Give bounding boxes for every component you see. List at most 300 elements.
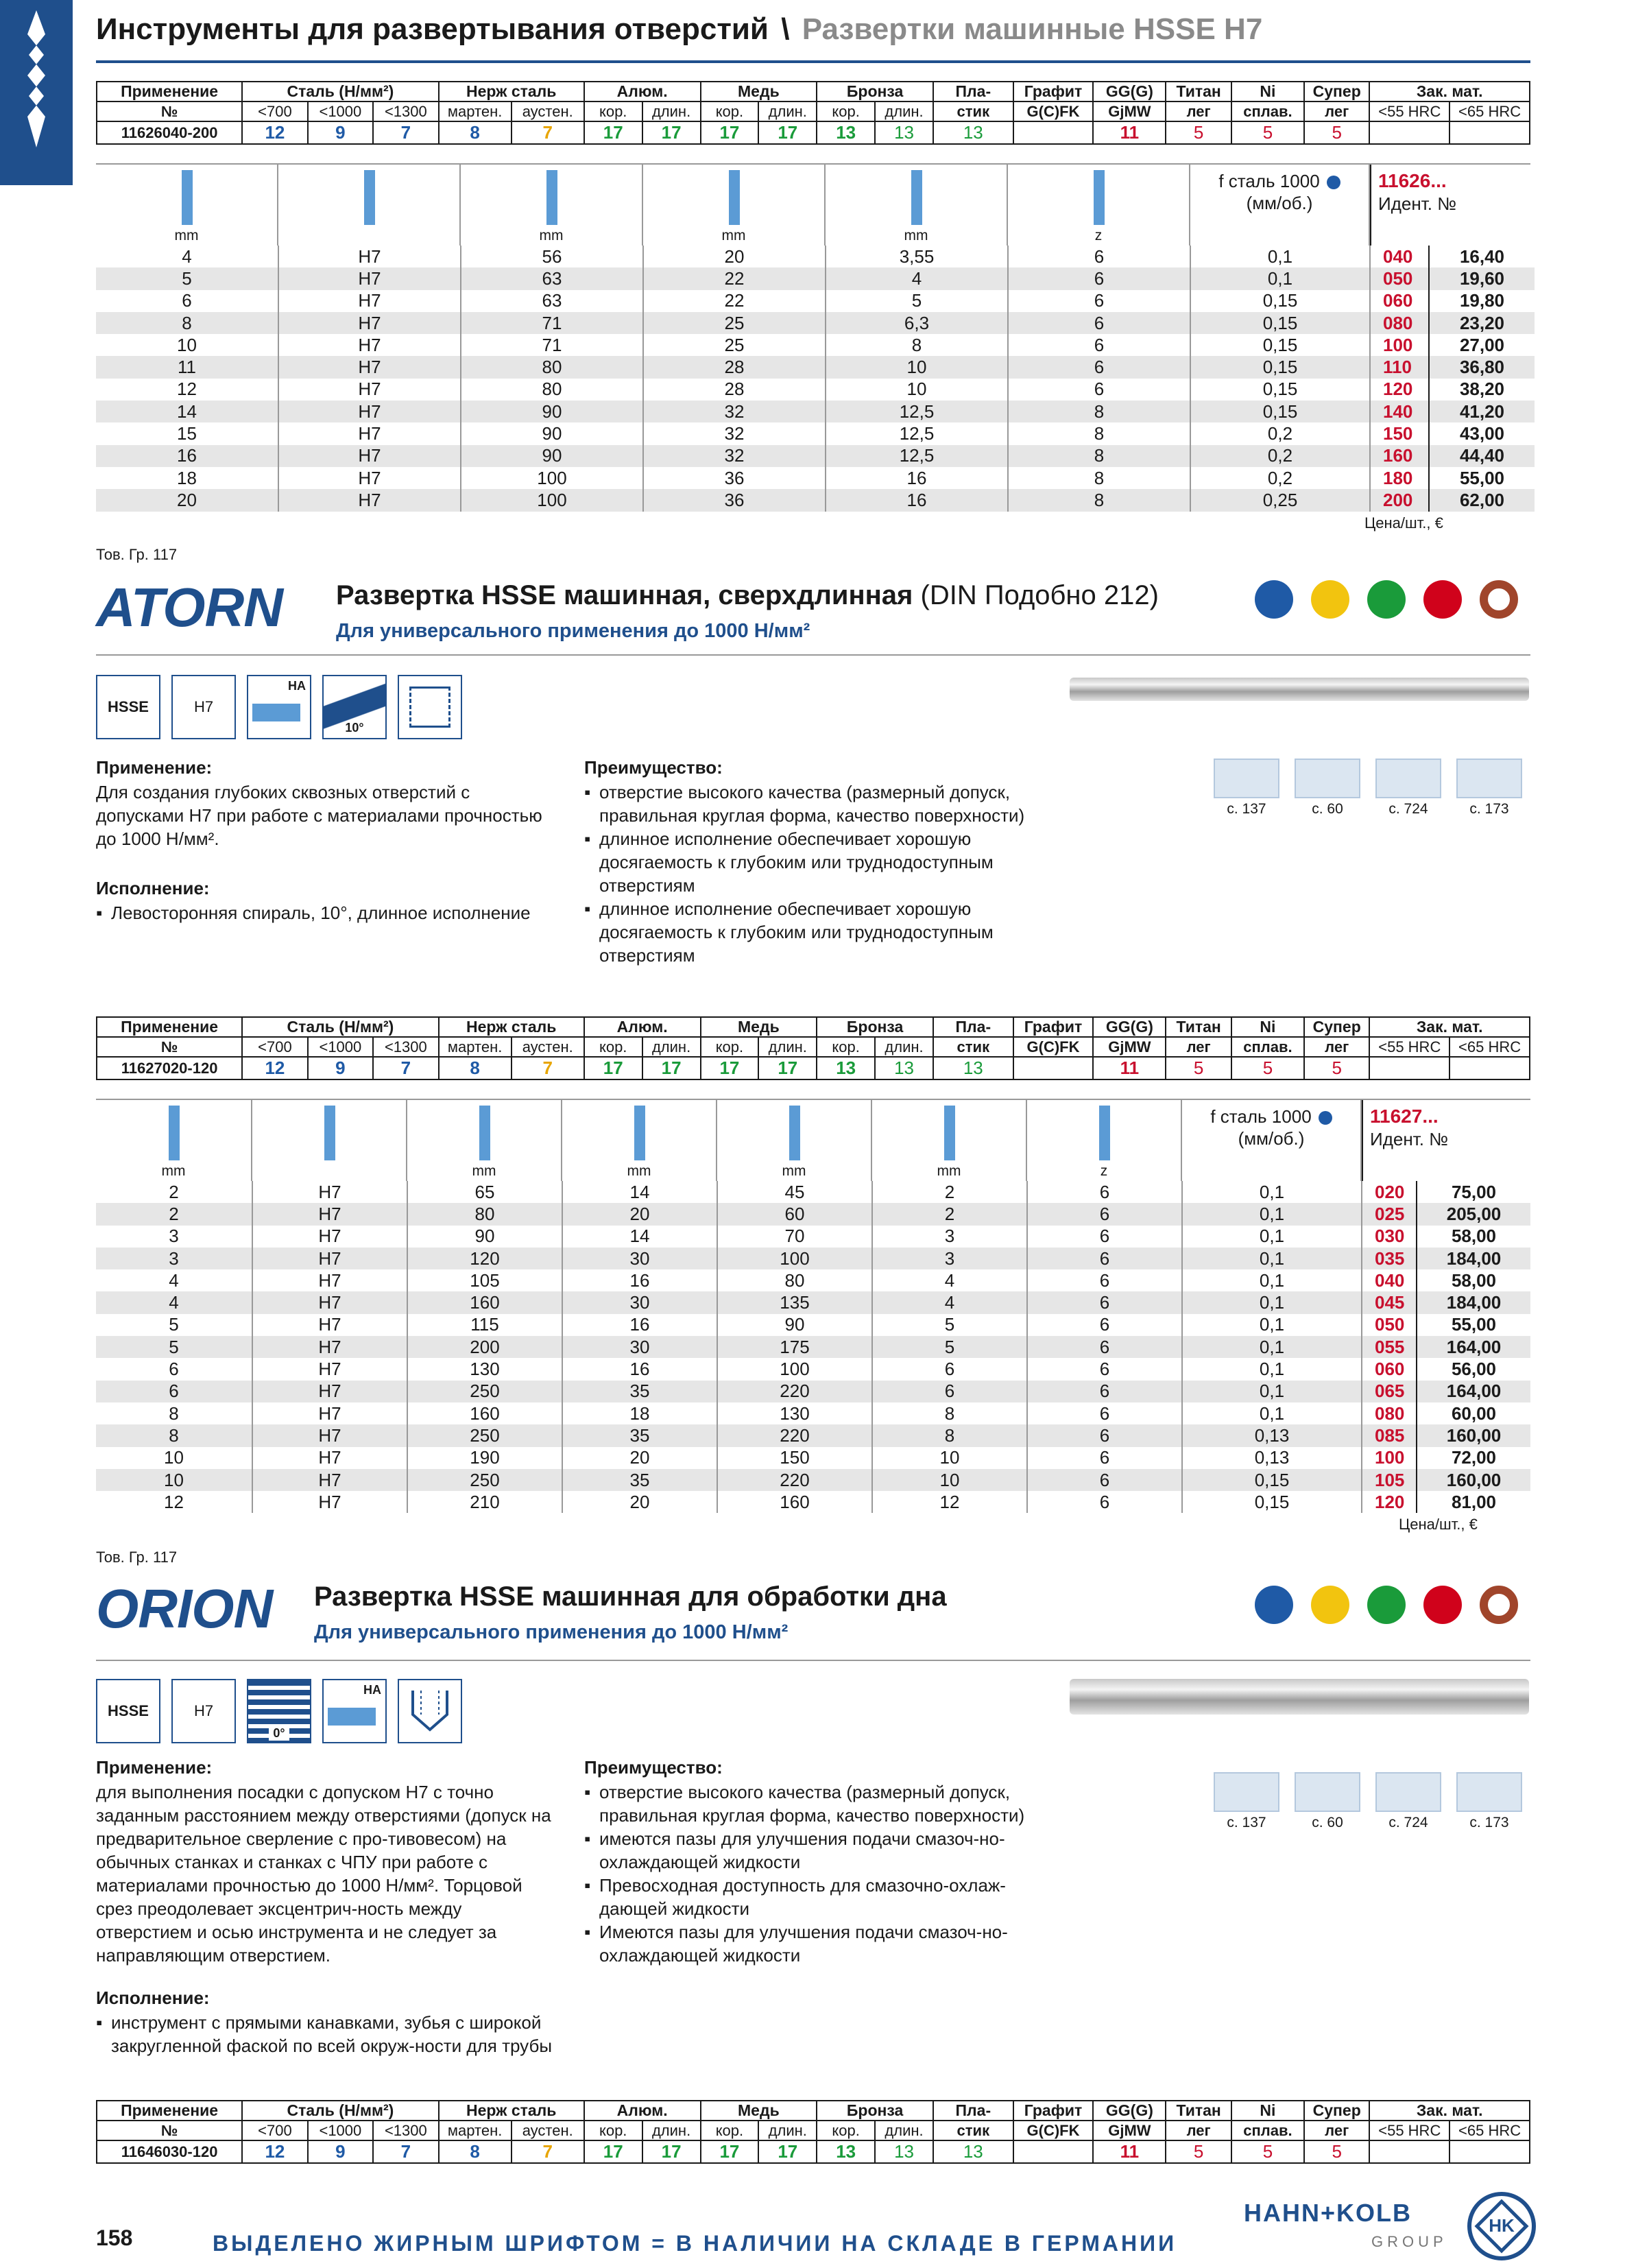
product-2-rule [96,1660,1530,1661]
spec-cell: 10 [872,1469,1027,1491]
unit-label: z [1100,1163,1108,1179]
orion-logo: ORION [96,1578,273,1639]
app-subheader-cell: мартен. [439,1037,512,1057]
app-value-cell: 13 [875,1057,933,1079]
stainless-dot [1311,1586,1349,1624]
spec-cell: 6 [1008,334,1190,356]
application-table-1 [96,81,1530,145]
app-subheader-cell: лег [1304,1037,1369,1057]
spec-cell: 0,25 [1190,489,1370,511]
spec-cell: 6 [1027,1291,1182,1313]
app-subheader-cell: кор. [817,2121,875,2140]
spec-cell: 250 [407,1381,562,1402]
spec-cell: H7 [278,267,461,289]
spec-cell: 18 [562,1402,717,1424]
app-header-cell: Титан [1166,82,1231,102]
spec-cell: 80 [407,1203,562,1225]
app-values-row [97,2140,1530,2163]
price-value: 16,40 [1429,246,1535,267]
price-value: 41,20 [1429,401,1535,422]
stock-note: ВЫДЕЛЕНО ЖИРНЫМ ШРИФТОМ = В НАЛИЧИИ НА СКЛАДЕ В ГЕРМАНИИ [213,2231,1177,2256]
ident-code: 100 [1362,1447,1417,1469]
app-header-cell: Супер [1304,82,1369,102]
app-value-cell: 12 [242,121,307,144]
app-subheader-cell: <1000 [308,102,373,121]
spec-row [96,1226,1530,1248]
spec-cell: H7 [252,1491,407,1513]
spec-row [96,267,1535,289]
feed-unit-text: (мм/об.) [1246,193,1313,213]
product-1-title-extra: (DIN Подобно 212) [920,580,1159,610]
hk-emblem-mark [1471,2196,1532,2256]
app-value-cell: 13 [817,121,875,144]
app-value-cell: 7 [512,1057,584,1079]
spec-cell: 10 [826,379,1008,401]
spec-cell: 0,1 [1182,1226,1362,1248]
app-subheader-cell: аустен. [512,102,584,121]
spec-cell: 250 [407,1424,562,1446]
spec-row [96,1358,1530,1380]
straight-flute-badge [247,1679,311,1743]
app-subheader-cell: длин. [875,102,933,121]
app-subheader-cell: стик [933,1037,1013,1057]
spec-cell: 15 [96,422,278,444]
spec-row [96,1402,1530,1424]
price-value: 184,00 [1417,1248,1530,1269]
spec-table-1 [96,246,1535,512]
spec-header-column [96,165,278,246]
spec-header-column [461,165,643,246]
spec-cell: H7 [252,1291,407,1313]
spec-cell: 3 [96,1226,252,1248]
product-2-advantages [584,1756,1050,1967]
app-value-cell: 13 [933,2140,1013,2163]
spec-cell: 28 [643,356,826,378]
spec-cell: 0,15 [1190,401,1370,422]
spec-cell: 10 [96,334,278,356]
spec-cell: 8 [1008,467,1190,489]
spec-cell: 45 [717,1181,872,1203]
spec-cell: 90 [461,422,643,444]
blind-hole-icon [406,1687,454,1735]
spec-cell: H7 [278,356,461,378]
spec-row [96,1181,1530,1203]
app-subheader-cell: лег [1304,102,1369,121]
app-value-cell: 7 [512,2140,584,2163]
adv-item: ▪ отверстие высокого качества (размерный допуск, правильная круглая форма, качество поверхности) [584,1780,1050,1827]
spec-row [96,1381,1530,1402]
app-value-cell [1449,2140,1530,2163]
ident-column [1362,1100,1530,1181]
ident-code: 085 [1362,1424,1417,1446]
price-value: 43,00 [1429,422,1535,444]
spec-cell: 0,1 [1190,246,1370,267]
spec-header-column [826,165,1008,246]
spec-cell: H7 [278,246,461,267]
app-subheader-cell: длин. [875,1037,933,1057]
spec-cell: 5 [96,1336,252,1358]
app-subheader-cell: кор. [584,1037,642,1057]
unit-label: z [1094,228,1103,243]
price-value: 184,00 [1417,1291,1530,1313]
spec-row [96,312,1535,334]
price-value: 75,00 [1417,1181,1530,1203]
app-subheader-cell: <700 [242,2121,307,2140]
holder-ref-icon[interactable] [1375,1772,1441,1812]
app-subheader-cell: G(C)FK [1013,1037,1094,1057]
spec-row [96,1203,1530,1225]
app-value-cell [1369,2140,1449,2163]
exec-heading-2: Исполнение: [96,1988,210,2008]
spec-cell: 0,15 [1190,312,1370,334]
copper-dot [1423,580,1462,619]
price-value: 60,00 [1417,1402,1530,1424]
adv-item: ▪ Превосходная доступность для смазочно-охлаж-дающей жидкости [584,1874,1050,1920]
app-subheader-cell: G(C)FK [1013,2121,1094,2140]
product-2-subtitle: Для универсального применения до 1000 Н/мм² [314,1621,789,1643]
shank-icon [328,1708,376,1726]
info-ref-icon[interactable] [1214,759,1279,798]
price-value: 58,00 [1417,1226,1530,1248]
app-subheader-cell: <1000 [308,1037,373,1057]
spec-cell: 220 [717,1424,872,1446]
spec-cell: 2 [96,1181,252,1203]
spec-cell: 14 [562,1181,717,1203]
tool-diagram-icon [944,1106,955,1160]
price-value: 55,00 [1429,467,1535,489]
page-number: 158 [96,2225,133,2250]
spec-cell: 130 [717,1402,872,1424]
spec-cell: 6 [1008,290,1190,312]
ident-column [1370,165,1530,246]
app-subheader-cell: <55 HRC [1369,2121,1449,2140]
hahn-kolb-logo: HAHN+KOLB [1244,2199,1412,2227]
spec-row [96,401,1535,422]
spec-cell: 12 [96,379,278,401]
spec-cell: 35 [562,1381,717,1402]
spec-cell: 25 [643,312,826,334]
spec-row [96,489,1535,511]
usage-heading-1: Применение: [96,757,213,778]
spec-cell: H7 [252,1248,407,1269]
spec-cell: 4 [96,1269,252,1291]
ref-label[interactable]: с. 60 [1312,1815,1343,1830]
app-subheader-cell: кор. [584,2121,642,2140]
spec-cell: 2 [96,1203,252,1225]
app-value-cell: 12 [242,1057,307,1079]
adv-item: ▪ длинное исполнение обеспечивает хорошую досягаемость к глубоким или труднодоступным отверстиям [584,827,1050,897]
price-value: 19,80 [1429,290,1535,312]
holder-ref-icon[interactable] [1375,759,1441,798]
app-subheader-cell: длин. [642,1037,701,1057]
app-subheader-cell: длин. [642,2121,701,2140]
feed-unit-text: (мм/об.) [1238,1128,1305,1149]
spec-cell: H7 [252,1314,407,1336]
spec-cell: 14 [562,1226,717,1248]
through-hole-icon [409,687,450,728]
tool-diagram-icon [324,1106,335,1160]
spec-cell: 6,3 [826,312,1008,334]
spec-cell: 36 [643,467,826,489]
app-value-cell [1449,121,1530,144]
spec-cell: 5 [872,1314,1027,1336]
price-value: 72,00 [1417,1447,1530,1469]
hahn-kolb-group-label: GROUP [1371,2233,1447,2250]
app-value-cell: 9 [308,121,373,144]
spec-cell: 3,55 [826,246,1008,267]
app-subheader-cell: длин. [758,1037,817,1057]
spec-cell: 90 [461,401,643,422]
ident-code: 180 [1370,467,1429,489]
spec-cell: H7 [252,1358,407,1380]
ident-code: 160 [1370,445,1429,467]
spec-cell: 20 [562,1491,717,1513]
spec-cell: 6 [1027,1203,1182,1225]
product-1-subtitle: Для универсального применения до 1000 Н/мм² [336,620,810,642]
spec-cell: 8 [1008,445,1190,467]
tool-diagram-icon [634,1106,645,1160]
spec-cell: H7 [278,312,461,334]
spec-cell: H7 [278,290,461,312]
ha-label: HA [288,679,306,693]
app-value-cell: 17 [758,2140,817,2163]
adv-heading-2: Преимущество: [584,1757,723,1778]
price-note-2: Цена/шт., € [1399,1516,1478,1533]
app-subheader-cell: GjMW [1093,2121,1166,2140]
unit-label: mm [472,1163,496,1179]
spec-cell: 190 [407,1447,562,1469]
product-1-advantages [584,756,1050,967]
app-value-cell [1013,121,1094,144]
spec-cell: H7 [252,1203,407,1225]
ref-label[interactable]: с. 173 [1469,801,1509,817]
ident-code: 120 [1362,1491,1417,1513]
ref-label[interactable]: с. 724 [1388,1815,1428,1830]
spec-cell: 90 [461,445,643,467]
app-value-cell [1449,1057,1530,1079]
app-header-cell: Медь [701,1017,817,1037]
app-subheader-cell: G(C)FK [1013,102,1094,121]
data-ref-icon[interactable] [1456,1772,1522,1812]
spec-cell: 0,2 [1190,422,1370,444]
ident-code: 105 [1362,1469,1417,1491]
app-subheader-cell: <700 [242,1037,307,1057]
spec-cell: 6 [1027,1248,1182,1269]
app-value-cell: 8 [439,2140,512,2163]
spec-cell: 32 [643,401,826,422]
app-header-cell: Алюм. [584,2101,701,2121]
app-value-cell: 5 [1231,121,1304,144]
app-value-cell: 17 [758,1057,817,1079]
app-header-cell: Применение [97,82,242,102]
spec-cell: 16 [826,467,1008,489]
spec-cell: 12 [96,1491,252,1513]
app-subheader-cell: <1300 [373,2121,439,2140]
spec-cell: 8 [96,312,278,334]
app-header-cell: Ni [1231,2101,1304,2121]
exec-item: ▪ инструмент с прямыми канавками, зубья с широкой закругленной фаской по всей окруж-ности для трубы [96,2011,562,2057]
spec-cell: 250 [407,1469,562,1491]
app-subheader-cell: сплав. [1231,1037,1304,1057]
spec-row [96,379,1535,401]
ident-code: 040 [1370,246,1429,267]
app-subheader-cell: <65 HRC [1449,102,1530,121]
spec-cell: H7 [252,1181,407,1203]
product-1-title [336,580,1159,611]
spec-cell: 80 [717,1269,872,1291]
app-value-cell: 17 [584,2140,642,2163]
app-header-cell: Нерж сталь [439,1017,584,1037]
adv-item: ▪ имеются пазы для улучшения подачи смазоч-но-охлаждающей жидкости [584,1827,1050,1874]
ident-code: 200 [1370,489,1429,511]
ident-code: 060 [1362,1358,1417,1380]
price-value: 205,00 [1417,1203,1530,1225]
app-value-cell: 9 [308,2140,373,2163]
app-value-cell: 13 [933,1057,1013,1079]
app-subheader-cell: <55 HRC [1369,1037,1449,1057]
ref-label[interactable]: с. 137 [1227,801,1266,817]
app-subheader-cell: длин. [758,102,817,121]
price-value: 36,80 [1429,356,1535,378]
spec-row [96,1424,1530,1446]
ident-code: 140 [1370,401,1429,422]
spec-cell: 35 [562,1424,717,1446]
app-header-cell: Бронза [817,82,933,102]
ident-code: 050 [1362,1314,1417,1336]
drill-ref-icon[interactable] [1295,759,1360,798]
spec-cell: 8 [1008,401,1190,422]
info-ref-icon[interactable] [1214,1772,1279,1812]
application-table-2 [96,1016,1530,1080]
spec-cell: 71 [461,334,643,356]
app-subheader-cell: <700 [242,102,307,121]
app-subheader-cell: лег [1166,1037,1231,1057]
sidebar-tab [0,0,73,185]
app-header-cell: Нерж сталь [439,82,584,102]
ref-label[interactable]: с. 60 [1312,801,1343,817]
app-header-cell: Сталь (Н/мм²) [242,82,438,102]
spec-cell: 4 [96,246,278,267]
ident-code: 025 [1362,1203,1417,1225]
product-1-usage [96,756,562,924]
spec-row [96,445,1535,467]
spec-row [96,1314,1530,1336]
spec-table-2-header [96,1099,1530,1181]
spec-cell: 0,15 [1190,356,1370,378]
spec-cell: H7 [252,1269,407,1291]
spec-cell: 6 [1027,1358,1182,1380]
spec-cell: 63 [461,267,643,289]
ident-code: 080 [1370,312,1429,334]
h7-badge: H7 [171,1679,236,1743]
spec-cell: 0,15 [1190,379,1370,401]
spec-cell: 71 [461,312,643,334]
spec-cell: 16 [562,1269,717,1291]
product-1-title-main: Развертка HSSE машинная, сверхдлинная [336,580,913,610]
ident-code: 110 [1370,356,1429,378]
spec-cell: 160 [407,1291,562,1313]
app-header-cell: Графит [1013,1017,1094,1037]
spec-cell: 90 [717,1314,872,1336]
spec-cell: 18 [96,467,278,489]
spec-cell: 22 [643,267,826,289]
product-group-2: Тов. Гр. 117 [96,1549,178,1566]
spec-header-column [717,1100,872,1181]
spec-cell: 100 [717,1358,872,1380]
tool-diagram-icon [1094,170,1105,225]
steel-dot [1255,580,1293,619]
adv-item: ▪ длинное исполнение обеспечивает хорошую досягаемость к глубоким или труднодоступным отверстиям [584,897,1050,967]
spec-cell: 25 [643,334,826,356]
app-header-cell: Графит [1013,82,1094,102]
price-value: 44,40 [1429,445,1535,467]
ref-label[interactable]: с. 137 [1227,1815,1266,1830]
feed-label-text: f сталь 1000 [1218,171,1320,191]
spec-cell: 6 [1008,379,1190,401]
app-subheader-cell: кор. [817,1037,875,1057]
spec-cell: 210 [407,1491,562,1513]
spec-cell: 2 [872,1181,1027,1203]
spec-cell: 12,5 [826,422,1008,444]
spec-cell: 3 [872,1226,1027,1248]
spec-cell: 12,5 [826,445,1008,467]
spec-cell: 6 [872,1381,1027,1402]
spec-cell: 16 [826,489,1008,511]
app-header-cell: Зак. мат. [1369,2101,1530,2121]
ident-code: 035 [1362,1248,1417,1269]
app-subheader-cell: кор. [701,102,759,121]
spec-cell: 0,1 [1182,1248,1362,1269]
ident-code: 065 [1362,1381,1417,1402]
spec-row [96,1469,1530,1491]
app-header-cell: Зак. мат. [1369,82,1530,102]
app-subheader-cell: стик [933,2121,1013,2140]
app-value-cell: 17 [701,121,759,144]
ref-label[interactable]: с. 173 [1469,1815,1509,1830]
app-value-cell: 7 [373,2140,439,2163]
data-ref-icon[interactable] [1456,759,1522,798]
spec-cell: 28 [643,379,826,401]
app-subheader-cell: № [97,1037,242,1057]
app-header-cell: Применение [97,1017,242,1037]
app-header-cell: Титан [1166,1017,1231,1037]
spec-cell: 6 [1027,1469,1182,1491]
spec-cell: 16 [562,1314,717,1336]
exec-item: ▪ Левосторонняя спираль, 10°, длинное исполнение [96,901,562,924]
ref-label[interactable]: с. 724 [1388,801,1428,817]
hk-emblem-icon [1467,2192,1536,2260]
spec-cell: 65 [407,1181,562,1203]
svg-text:HK: HK [1489,2215,1515,2236]
spec-cell: 32 [643,445,826,467]
spec-cell: 3 [96,1248,252,1269]
drill-ref-icon[interactable] [1295,1772,1360,1812]
app-subheader-cell: <55 HRC [1369,102,1449,121]
spec-cell: 0,1 [1182,1269,1362,1291]
spec-cell: 6 [96,290,278,312]
bronze-ring-dot [1480,1586,1518,1624]
app-subheader-cell: № [97,2121,242,2140]
spec-header-column [1008,165,1190,246]
tool-diagram-icon [546,170,557,225]
price-value: 38,20 [1429,379,1535,401]
drill-icon [12,7,60,151]
price-value: 58,00 [1417,1269,1530,1291]
unit-label: mm [539,228,564,243]
spec-cell: 120 [407,1248,562,1269]
spec-cell: 16 [96,445,278,467]
tool-diagram-icon [479,1106,490,1160]
